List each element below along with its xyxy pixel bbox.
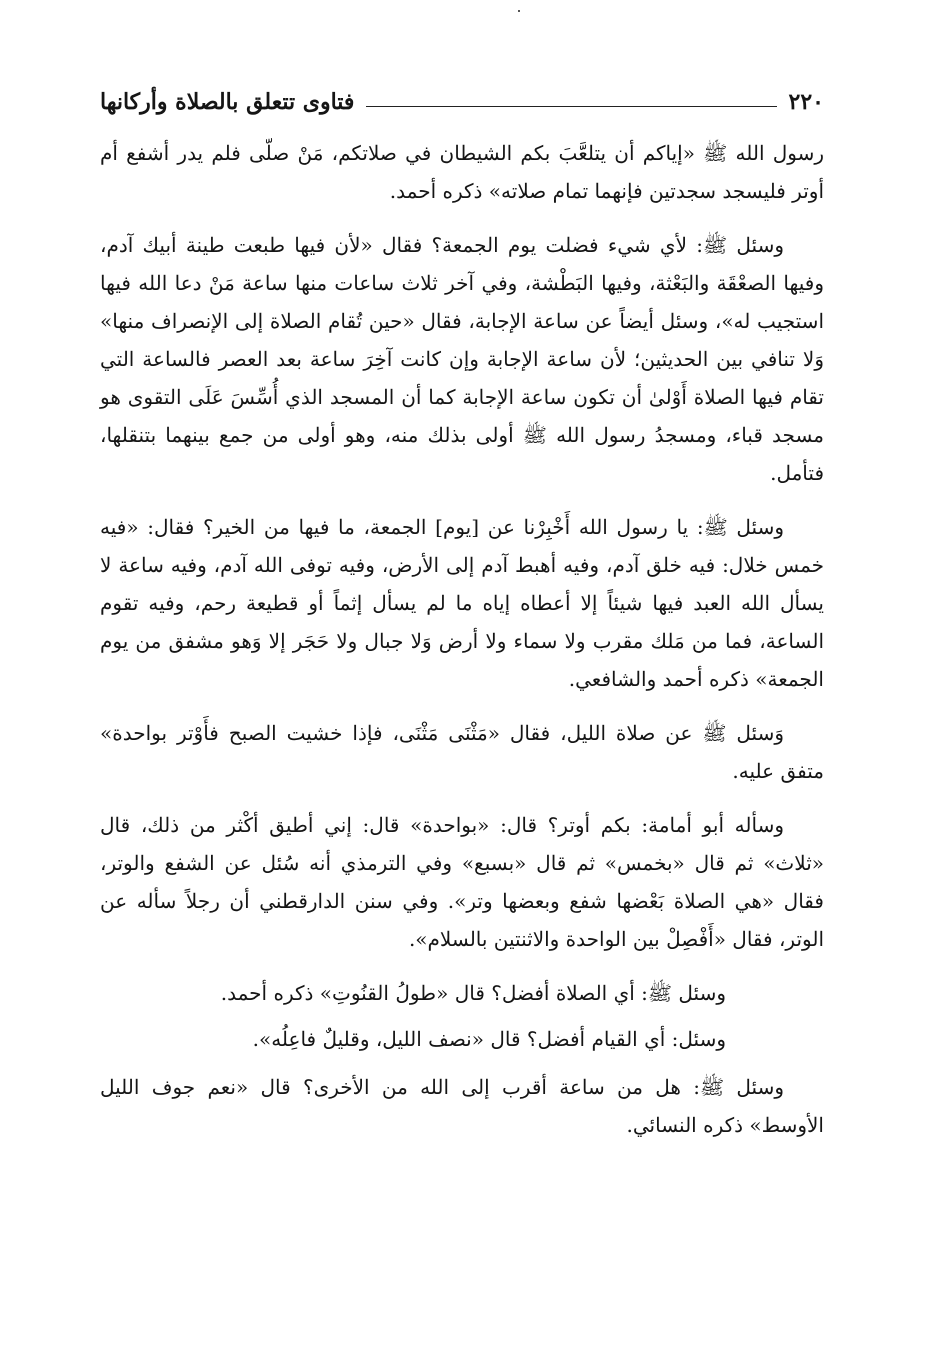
paragraph-2: وسئل ﷺ: لأي شيء فضلت يوم الجمعة؟ فقال «لأن فيها طبعت طينة أبيك آدم، وفيها الصعْقَة والبَعْثة، وفيها البَطْشة، وفي آخر ثلاث ساعات منها ساعة مَنْ دعا الله فيها استجيب له»، وسئل أيضاً عن ساعة الإجابة، فقال «حين تُقام الصلاة إلى الإنصراف منها» وَلا تنافي بين الحديثين؛ لأن ساعة الإجابة وإن كانت آخِرَ ساعة بعد العصر فالساعة التي تقام فيها الصلاة أَوْلىٰ أن تكون ساعة الإجابة كما أن المسجد الذي أُسِّسَ عَلَى التقوى هو مسجد قباء، ومسجدُ رسول الله ﷺ أولى بذلك منه، وهو أولى من جمع بينهما بتنقلها، فتأمل.: [100, 233, 824, 485]
paragraph-6: وسئل ﷺ: أي الصلاة أفضل؟ قال «طولُ القنُوتِ» ذكره أحمد.: [220, 981, 726, 1005]
paragraph-1: رسول الله ﷺ «إياكم أن يتلعَّبَ بكم الشيطان في صلاتكم، مَنْ صلّى فلم يدر أشفع أم أوتر فليسجد سجدتين فإنهما تمام صلاته» ذكره أحمد.: [100, 141, 824, 203]
paragraph-3: وسئل ﷺ: يا رسول الله أَخْبِرْنا عن [يوم] الجمعة، ما فيها من الخير؟ فقال: «فيه خمس خلال: فيه خلق آدم، وفيه أهبط آدم إلى الأرض، وفيه توفى الله آدم، وفيه ساعة لا يسأل الله العبد فيها شيئاً إلا أعطاه إياه ما لم يسأل إثماً أو قطيعة رحم، وفيه تقوم الساعة، فما من مَلك مقرب ولا سماء ولا أرض وَلا جبال ولا حَجَر إلا وَهو مشفق من يوم الجمعة» ذكره أحمد والشافعي.: [100, 515, 824, 691]
paragraph-7: وسئل: أي القيام أفضل؟ قال «نصف الليل، وقليلٌ فاعِلُه».: [252, 1027, 726, 1051]
paragraph-4: وَسئل ﷺ عن صلاة الليل، فقال «مَثْنَى مَثْنَى، فإذا خشيت الصبح فأَوْتر بواحدة» متفق عليه.: [100, 721, 824, 783]
page-header: [100, 82, 824, 122]
running-title: فتاوى تتعلق بالصلاة وأركانها: [100, 89, 355, 115]
scan-speck: [518, 10, 520, 12]
page-number: ٢٢٠: [788, 89, 824, 115]
page-body: [100, 134, 824, 1160]
paragraph-8: وسئل ﷺ: هل من ساعة أقرب إلى الله من الأخرى؟ قال «نعم جوف الليل الأوسط» ذكره النسائي.: [100, 1075, 824, 1137]
paragraph-5: وسأله أبو أمامة: بكم أوتر؟ قال: «بواحدة» قال: إني أطيق أكْثر من ذلك، قال «ثلاث» ثم قال «بخمس» ثم قال «بسبع» وفي الترمذي أنه سُئل عن الشفع والوتر، فقال «هي الصلاة بَعْضها شفع وبعضها وتر». وفي سنن الدارقطني أن رجلاً سأله عن الوتر، فقال «أَفْصِلْ بين الواحدة والاثنتين بالسلام».: [100, 813, 824, 951]
header-rule: [366, 106, 776, 107]
